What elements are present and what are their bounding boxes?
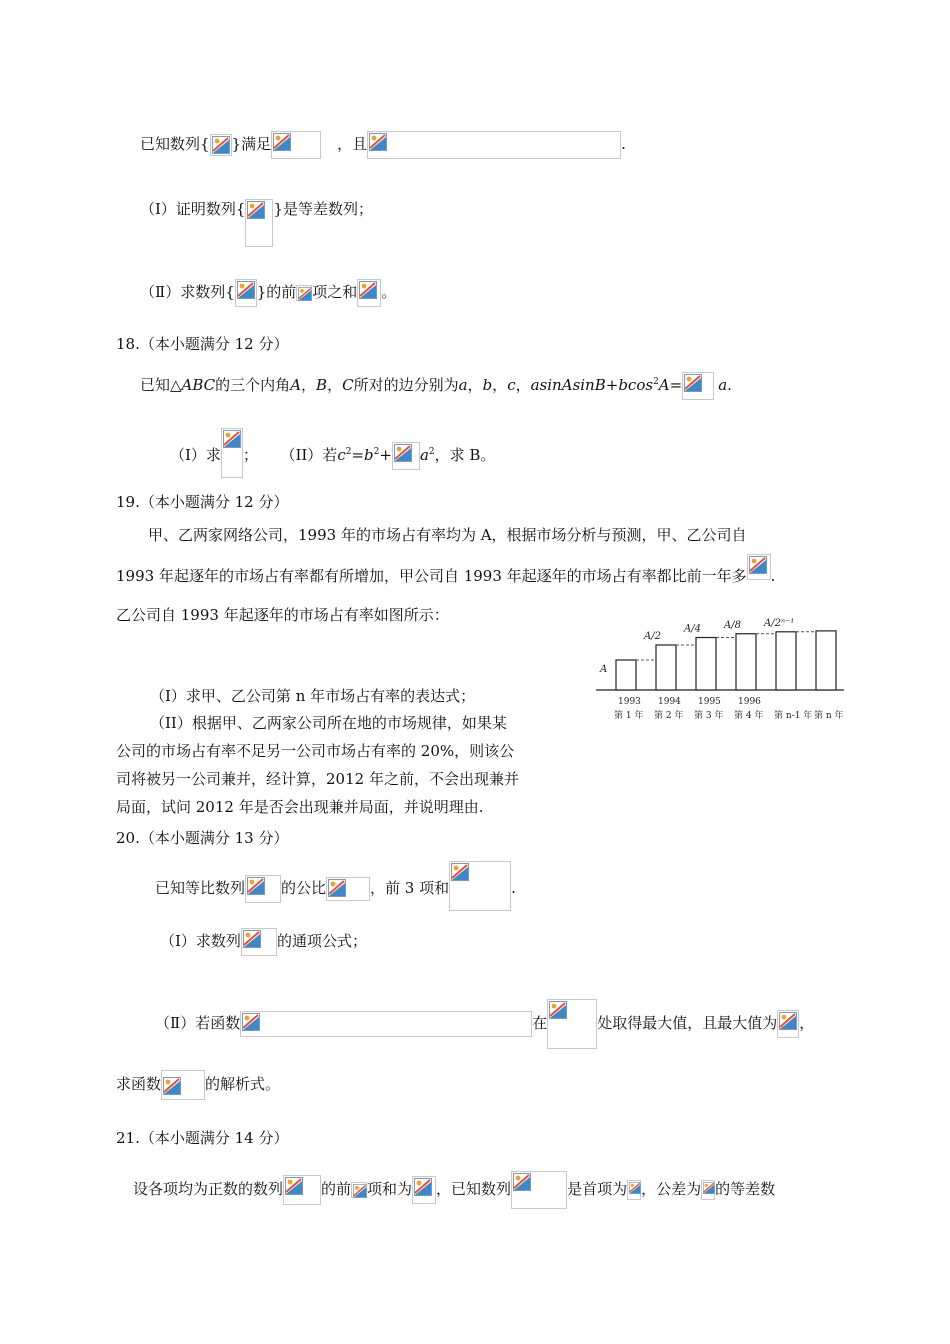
q18-text: B xyxy=(594,376,606,394)
category-label: 第 3 年 xyxy=(694,711,724,721)
category-label: 第 n 年 xyxy=(814,711,844,721)
q18-parts: （I）求 ； （II）若$c^2=b^2+$ $a^2$，求 B。 xyxy=(170,442,495,478)
q21-text: 项和为 xyxy=(367,1180,413,1198)
q17-text: ，且 xyxy=(337,135,368,153)
broken-image-icon xyxy=(511,1171,567,1209)
q18-text: A xyxy=(290,376,302,394)
q18-text: （I）求 xyxy=(170,446,221,464)
q18-text: sin xyxy=(572,376,595,394)
q18-text: （II）若 xyxy=(287,446,338,464)
q18-text: b xyxy=(364,446,374,464)
q17-text: （Ⅱ）求数列{ xyxy=(140,283,235,301)
q18-text: ，求 B。 xyxy=(434,446,496,464)
q17-intro xyxy=(140,131,626,159)
q20-part2 xyxy=(155,999,814,1049)
category-label: 第 1 年 xyxy=(614,711,644,721)
broken-image-icon xyxy=(271,131,321,159)
bar xyxy=(736,634,756,690)
q20-line1 xyxy=(155,875,516,911)
q20-text: . xyxy=(511,879,516,897)
q21-text: 设各项均为正数的数列 xyxy=(133,1180,284,1198)
q17-text: }的前 xyxy=(256,283,297,301)
q18-text: asin xyxy=(530,376,562,394)
q19-part2-l3: 司将被另一公司兼并，经计算，2012 年之前，不会出现兼并 xyxy=(116,770,519,788)
year-label: 1994 xyxy=(658,697,681,707)
q20-text: 的通项公式； xyxy=(276,932,367,950)
q20-line4 xyxy=(116,1070,280,1100)
q17-text: }满足 xyxy=(231,135,272,153)
increment-label: A/2ⁿ⁻¹ xyxy=(764,617,795,629)
q18-header: 18.（本小题满分 12 分） xyxy=(116,335,289,353)
q19-part2-l2: 公司的市场占有率不足另一公司市场占有率的 20%，则该公 xyxy=(116,742,515,760)
increment-label: A/8 xyxy=(724,619,741,631)
q18-text: B xyxy=(316,376,328,394)
q20-text: （Ⅱ）若函数 xyxy=(155,1014,241,1032)
q17-part1 xyxy=(140,199,373,247)
increment-label: A/2 xyxy=(644,631,661,642)
bar xyxy=(816,631,836,690)
broken-image-icon xyxy=(682,372,714,400)
q20-header: 20.（本小题满分 13 分） xyxy=(116,829,289,847)
broken-image-icon xyxy=(221,428,243,478)
q20-text: ， xyxy=(799,1014,815,1032)
q19-line3: 乙公司自 1993 年起逐年的市场占有率如图所示： xyxy=(116,606,449,624)
q18-text: ABC xyxy=(181,376,216,394)
q18-text: C xyxy=(342,376,354,394)
q18-text: 所对的边分别为 xyxy=(353,376,459,394)
q17-text: }是等差数列； xyxy=(273,200,374,218)
q18-statement: 已知△ABC的三个内角A，B，C所对的边分别为a，b，c，asinAsinB+bcos$^2$A= a. xyxy=(140,372,732,400)
q21-header: 21.（本小题满分 14 分） xyxy=(116,1129,289,1147)
broken-image-icon xyxy=(296,285,312,301)
q18-text: c xyxy=(507,376,516,394)
q18-text: bcos xyxy=(618,376,654,394)
category-label: 第 4 年 xyxy=(734,711,764,721)
broken-image-icon xyxy=(367,131,621,159)
q20-text: 已知等比数列 xyxy=(155,879,246,897)
year-label: 1993 xyxy=(618,697,641,707)
q21-text: 的前 xyxy=(321,1180,352,1198)
q19-text: . xyxy=(770,567,776,585)
q20-text: 在 xyxy=(532,1014,548,1032)
market-share-chart xyxy=(596,555,852,730)
q19-text: 1993 年起逐年的市场占有率都有所增加，甲公司自 1993 年起逐年的市场占有率都比前一年多 xyxy=(116,567,747,585)
category-label: 第 2 年 xyxy=(654,711,684,721)
category-label: 第 n-1 年 xyxy=(774,711,813,721)
q20-text: （Ⅰ）求数列 xyxy=(160,932,241,950)
q19-line1: 甲、乙两家网络公司，1993 年的市场占有率均为 A，根据市场分析与预测，甲、乙公司自 xyxy=(148,526,747,544)
broken-image-icon xyxy=(351,1182,367,1198)
broken-image-icon xyxy=(210,134,232,156)
q20-part1 xyxy=(160,928,367,956)
q17-text: 。 xyxy=(381,283,397,301)
q20-text: 的公比 xyxy=(281,879,327,897)
q18-text: ； xyxy=(242,446,258,464)
q20-text: 的解析式。 xyxy=(205,1075,281,1093)
bar xyxy=(696,638,716,691)
q21-text: ，公差为 xyxy=(641,1180,702,1198)
q19-header: 19.（本小题满分 12 分） xyxy=(116,493,289,511)
q20-text: 处取得最大值，且最大值为 xyxy=(597,1014,778,1032)
broken-image-icon xyxy=(449,861,511,911)
broken-image-icon xyxy=(245,199,273,247)
bar xyxy=(616,660,636,690)
broken-image-icon xyxy=(547,999,597,1049)
q17-part2 xyxy=(140,279,396,307)
increment-label: A xyxy=(600,664,608,675)
q18-text: a. xyxy=(718,376,732,394)
broken-image-icon xyxy=(283,1175,321,1205)
q18-text: 已知△ xyxy=(140,376,182,394)
q17-text: 已知数列{ xyxy=(140,135,210,153)
broken-image-icon xyxy=(161,1070,205,1100)
q18-text: a xyxy=(458,376,468,394)
q17-text: 项之和 xyxy=(312,283,358,301)
year-label: 1995 xyxy=(698,697,721,707)
broken-image-icon xyxy=(627,1180,641,1200)
q18-text: = xyxy=(669,376,683,394)
broken-image-icon xyxy=(392,442,420,470)
q18-text: c xyxy=(337,446,346,464)
q20-text: ，前 3 项和 xyxy=(370,879,450,897)
q21-line1 xyxy=(133,1171,775,1209)
q19-part1: （I）求甲、乙公司第 n 年市场占有率的表达式； xyxy=(150,687,476,705)
broken-image-icon xyxy=(326,877,370,901)
year-label: 1996 xyxy=(738,697,761,707)
q19-part2-l4: 局面，试问 2012 年是否会出现兼并局面，并说明理由. xyxy=(116,798,484,816)
broken-image-icon xyxy=(357,279,381,307)
q21-text: 是首项为 xyxy=(567,1180,628,1198)
broken-image-icon xyxy=(240,1011,532,1037)
q19-part2-l1: （II）根据甲、乙两家公司所在地的市场规律，如果某 xyxy=(150,714,507,732)
q18-text: = xyxy=(351,446,365,464)
q17-text: （Ⅰ）证明数列{ xyxy=(140,200,246,218)
q18-text: + xyxy=(605,376,619,394)
bar xyxy=(776,632,796,690)
broken-image-icon xyxy=(412,1176,436,1204)
q17-text: . xyxy=(621,135,626,153)
q18-text: + xyxy=(379,446,392,464)
broken-image-icon xyxy=(245,875,281,903)
q21-text: 的等差数 xyxy=(715,1180,776,1198)
broken-image-icon xyxy=(777,1010,799,1038)
q18-text: A xyxy=(658,376,670,394)
bar xyxy=(656,645,676,690)
q18-text: a xyxy=(419,446,429,464)
market-share-chart-svg xyxy=(596,555,852,730)
q18-text: 的三个内角 xyxy=(215,376,291,394)
broken-image-icon xyxy=(235,279,257,307)
increment-label: A/4 xyxy=(684,623,701,635)
q18-text: A xyxy=(561,376,573,394)
broken-image-icon xyxy=(701,1180,715,1200)
q21-text: ，已知数列 xyxy=(436,1180,512,1198)
q18-text: b xyxy=(482,376,493,394)
q20-text: 求函数 xyxy=(116,1075,162,1093)
broken-image-icon xyxy=(241,928,277,956)
